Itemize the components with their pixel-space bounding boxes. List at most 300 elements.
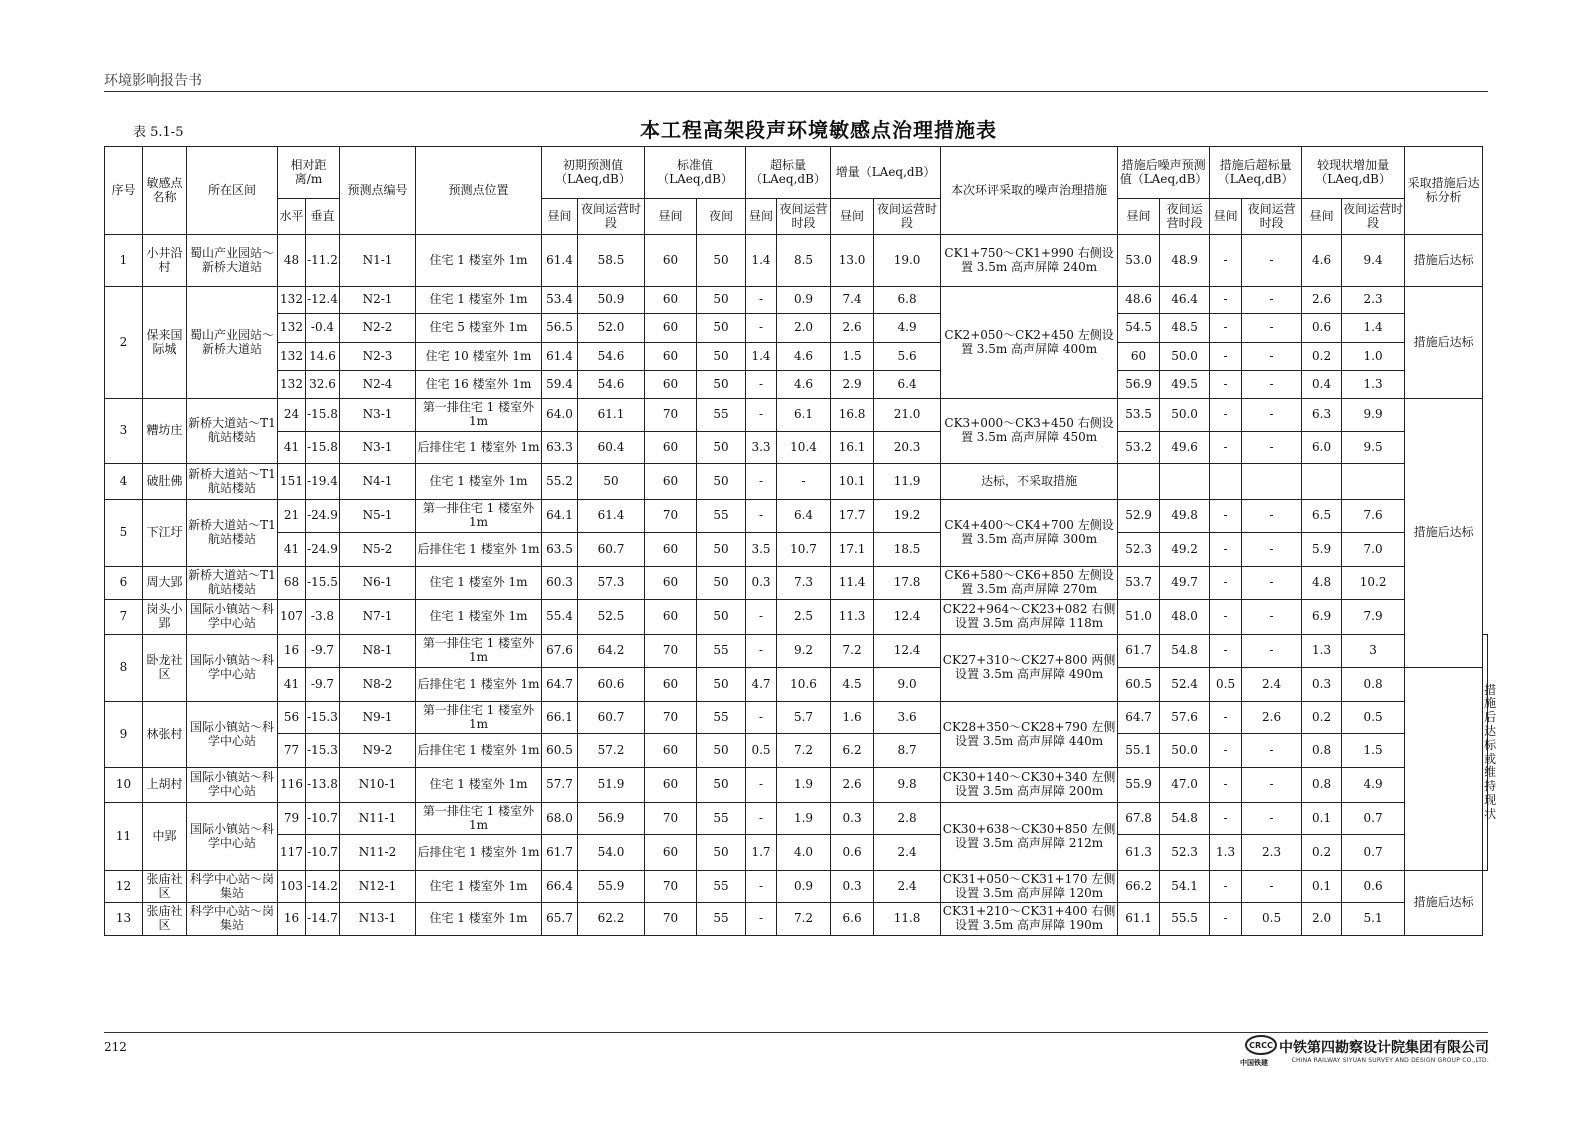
cell-vt: -3.8 <box>306 600 340 635</box>
table-row <box>105 635 1488 668</box>
table-row <box>105 432 1488 464</box>
col-exceed-night: 夜间运营时段 <box>777 199 831 235</box>
cell-exc-night: 2.5 <box>777 600 831 635</box>
cell-measures: CK31+050～CK31+170 左侧设置 3.5m 高声屏障 120m <box>941 871 1118 903</box>
cell-aexc-day: - <box>1210 702 1242 734</box>
cell-exc-night: 1.9 <box>777 803 831 835</box>
cell-after-day <box>1118 464 1160 500</box>
cell-after-night: 48.0 <box>1160 600 1210 635</box>
cell-exc-day: - <box>746 903 777 936</box>
cell-std-night: 50 <box>697 768 746 803</box>
cell-aexc-day: - <box>1210 768 1242 803</box>
cell-std-day: 70 <box>645 399 697 432</box>
cell-inc-night: 17.8 <box>874 567 941 600</box>
cell-after-day: 61.1 <box>1118 903 1160 936</box>
cell-hz: 41 <box>278 533 306 567</box>
cell-exc-night: 5.7 <box>777 702 831 734</box>
cell-aexc-day: 1.3 <box>1210 835 1242 871</box>
cell-after-day: 53.0 <box>1118 235 1160 287</box>
cell-pid: N5-1 <box>340 500 416 533</box>
cell-section: 科学中心站～岗集站 <box>187 903 278 936</box>
cell-aexc-day: - <box>1210 399 1242 432</box>
cell-std-night: 55 <box>697 399 746 432</box>
cell-analysis: 措施后达标 <box>1405 399 1483 668</box>
cell-aexc-night: - <box>1242 768 1302 803</box>
cell-aexc-night: 0.5 <box>1242 903 1302 936</box>
col-after-exceed: 措施后超标量（LAeq,dB） <box>1210 147 1302 199</box>
cell-inc-night: 2.4 <box>874 871 941 903</box>
cell-cur-day: 6.3 <box>1302 399 1342 432</box>
cell-after-day: 51.0 <box>1118 600 1160 635</box>
cell-ploc: 后排住宅 1 楼室外 1m <box>416 668 542 702</box>
cell-after-day: 56.9 <box>1118 371 1160 399</box>
cell-name: 岗头小郢 <box>143 600 187 635</box>
table-row <box>105 399 1488 432</box>
company-name-en: CHINA RAILWAY SIYUAN SURVEY AND DESIGN GROUP CO.,LTD. <box>1291 1057 1489 1064</box>
cell-init-day: 66.4 <box>542 871 578 903</box>
table-row <box>105 768 1488 803</box>
cell-section: 国际小镇站～科学中心站 <box>187 635 278 702</box>
col-measures: 本次环评采取的噪声治理措施 <box>941 147 1118 235</box>
cell-std-day: 60 <box>645 668 697 702</box>
cell-aexc-day: - <box>1210 371 1242 399</box>
cell-measures: CK30+638～CK30+850 左侧设置 3.5m 高声屏障 212m <box>941 803 1118 871</box>
cell-exc-night: 1.9 <box>777 768 831 803</box>
cell-after-night: 49.5 <box>1160 371 1210 399</box>
cell-inc-day: 11.4 <box>831 567 874 600</box>
cell-exc-day: - <box>746 600 777 635</box>
cell-measures: 达标，不采取措施 <box>941 464 1118 500</box>
cell-aexc-day: - <box>1210 871 1242 903</box>
cell-name: 中郢 <box>143 803 187 871</box>
cell-inc-night: 5.6 <box>874 343 941 371</box>
cell-init-day: 61.4 <box>542 343 578 371</box>
cell-inc-night: 9.8 <box>874 768 941 803</box>
cell-aexc-night: - <box>1242 803 1302 835</box>
cell-exc-night: 0.9 <box>777 871 831 903</box>
cell-name: 破肚佛 <box>143 464 187 500</box>
cell-exc-day: 3.5 <box>746 533 777 567</box>
cell-std-night: 55 <box>697 635 746 668</box>
cell-hz: 79 <box>278 803 306 835</box>
cell-pid: N10-1 <box>340 768 416 803</box>
cell-pid: N11-2 <box>340 835 416 871</box>
cell-name: 张庙社区 <box>143 871 187 903</box>
cell-name: 小井沿村 <box>143 235 187 287</box>
cell-exc-day: - <box>746 635 777 668</box>
table-row <box>105 903 1488 936</box>
cell-vt: -10.7 <box>306 803 340 835</box>
cell-std-day: 70 <box>645 702 697 734</box>
cell-init-night: 61.4 <box>578 500 645 533</box>
cell-aexc-day: - <box>1210 432 1242 464</box>
cell-std-day: 70 <box>645 803 697 835</box>
cell-inc-night: 20.3 <box>874 432 941 464</box>
cell-after-night: 49.7 <box>1160 567 1210 600</box>
cell-vt: -12.4 <box>306 287 340 314</box>
cell-std-day: 60 <box>645 768 697 803</box>
cell-ploc: 住宅 1 楼室外 1m <box>416 235 542 287</box>
cell-aexc-day: - <box>1210 903 1242 936</box>
cell-vt: -15.3 <box>306 702 340 734</box>
cell-after-night: 55.5 <box>1160 903 1210 936</box>
header-divider <box>104 91 1488 92</box>
cell-after-night: 57.6 <box>1160 702 1210 734</box>
cell-section: 新桥大道站～T1 航站楼站 <box>187 464 278 500</box>
cell-vt: 14.6 <box>306 343 340 371</box>
cell-after-day: 53.5 <box>1118 399 1160 432</box>
cell-std-day: 60 <box>645 600 697 635</box>
table-row <box>105 600 1488 635</box>
cell-after-day: 55.1 <box>1118 734 1160 768</box>
cell-init-night: 60.6 <box>578 668 645 702</box>
cell-exc-night: 4.0 <box>777 835 831 871</box>
cell-seq: 3 <box>105 399 143 464</box>
cell-cur-night: 4.9 <box>1342 768 1405 803</box>
cell-seq: 6 <box>105 567 143 600</box>
cell-inc-night: 4.9 <box>874 314 941 343</box>
cell-hz: 48 <box>278 235 306 287</box>
cell-inc-day: 2.6 <box>831 314 874 343</box>
cell-hz: 77 <box>278 734 306 768</box>
cell-init-day: 68.0 <box>542 803 578 835</box>
cell-ploc: 第一排住宅 1 楼室外 1m <box>416 702 542 734</box>
cell-name: 周大郢 <box>143 567 187 600</box>
cell-section: 蜀山产业园站～新桥大道站 <box>187 287 278 399</box>
cell-after-day: 48.6 <box>1118 287 1160 314</box>
cell-inc-day: 10.1 <box>831 464 874 500</box>
cell-inc-night: 6.8 <box>874 287 941 314</box>
cell-init-day: 67.6 <box>542 635 578 668</box>
cell-init-night: 61.1 <box>578 399 645 432</box>
cell-aexc-day: - <box>1210 600 1242 635</box>
cell-exc-night: 10.6 <box>777 668 831 702</box>
cell-pid: N8-1 <box>340 635 416 668</box>
col-name: 敏感点名称 <box>143 147 187 235</box>
cell-cur-night <box>1342 464 1405 500</box>
cell-init-day: 61.7 <box>542 835 578 871</box>
cell-init-day: 61.4 <box>542 235 578 287</box>
cell-vt: -9.7 <box>306 668 340 702</box>
cell-exc-day: 4.7 <box>746 668 777 702</box>
cell-exc-night: 0.9 <box>777 287 831 314</box>
cell-hz: 107 <box>278 600 306 635</box>
col-analysis: 采取措施后达标分析 <box>1405 147 1483 235</box>
cell-cur-night: 3 <box>1342 635 1405 668</box>
cell-aexc-day: 0.5 <box>1210 668 1242 702</box>
col-initial: 初期预测值（LAeq,dB） <box>542 147 645 199</box>
cell-aexc-night: - <box>1242 734 1302 768</box>
col-seq: 序号 <box>105 147 143 235</box>
cell-init-day: 60.5 <box>542 734 578 768</box>
cell-after-night: 50.0 <box>1160 399 1210 432</box>
cell-cur-day: 0.3 <box>1302 668 1342 702</box>
cell-cur-day: 0.6 <box>1302 314 1342 343</box>
cell-aexc-night: - <box>1242 432 1302 464</box>
cell-measures: CK3+000～CK3+450 右侧设置 3.5m 高声屏障 450m <box>941 399 1118 464</box>
cell-ploc: 住宅 1 楼室外 1m <box>416 871 542 903</box>
cell-std-day: 70 <box>645 871 697 903</box>
col-vs-current: 较现状增加量（LAeq,dB） <box>1302 147 1405 199</box>
cell-cur-night: 2.3 <box>1342 287 1405 314</box>
cell-hz: 41 <box>278 668 306 702</box>
col-vert: 垂直 <box>306 199 340 235</box>
col-exceed-day: 昼间 <box>746 199 777 235</box>
col-after-noise-night: 夜间运营时段 <box>1160 199 1210 235</box>
cell-after-day: 53.2 <box>1118 432 1160 464</box>
cell-exc-night: 10.7 <box>777 533 831 567</box>
cell-pid: N2-3 <box>340 343 416 371</box>
cell-std-day: 60 <box>645 567 697 600</box>
cell-exc-day: - <box>746 871 777 903</box>
cell-seq: 9 <box>105 702 143 768</box>
cell-inc-day: 11.3 <box>831 600 874 635</box>
cell-after-night <box>1160 464 1210 500</box>
cell-exc-day: - <box>746 464 777 500</box>
cell-inc-day: 2.9 <box>831 371 874 399</box>
cell-cur-night: 7.0 <box>1342 533 1405 567</box>
cell-after-night: 49.6 <box>1160 432 1210 464</box>
col-exceed: 超标量（LAeq,dB） <box>746 147 831 199</box>
cell-name: 张庙社区 <box>143 903 187 936</box>
cell-init-night: 54.6 <box>578 343 645 371</box>
cell-vt: -15.3 <box>306 734 340 768</box>
cell-cur-day: 6.0 <box>1302 432 1342 464</box>
table-row <box>105 567 1488 600</box>
cell-cur-night: 0.6 <box>1342 871 1405 903</box>
cell-cur-night: 1.5 <box>1342 734 1405 768</box>
cell-std-day: 60 <box>645 235 697 287</box>
cell-hz: 68 <box>278 567 306 600</box>
cell-aexc-night: - <box>1242 635 1302 668</box>
cell-inc-day: 17.1 <box>831 533 874 567</box>
col-increase-day: 昼间 <box>831 199 874 235</box>
col-after-noise-day: 昼间 <box>1118 199 1160 235</box>
cell-vt: -15.8 <box>306 432 340 464</box>
cell-init-night: 54.6 <box>578 371 645 399</box>
cell-inc-day: 4.5 <box>831 668 874 702</box>
cell-pid: N3-1 <box>340 432 416 464</box>
cell-aexc-night: - <box>1242 567 1302 600</box>
cell-std-night: 50 <box>697 464 746 500</box>
cell-exc-day: 1.7 <box>746 835 777 871</box>
cell-aexc-day <box>1210 464 1242 500</box>
cell-after-night: 52.4 <box>1160 668 1210 702</box>
cell-analysis: 措施后达标或维持现状 <box>1483 635 1488 871</box>
cell-seq: 8 <box>105 635 143 702</box>
cell-after-day: 60 <box>1118 343 1160 371</box>
cell-cur-day: 0.1 <box>1302 803 1342 835</box>
cell-vt: -9.7 <box>306 635 340 668</box>
cell-after-day: 54.5 <box>1118 314 1160 343</box>
cell-seq: 11 <box>105 803 143 871</box>
cell-name: 糟坊庄 <box>143 399 187 464</box>
cell-std-night: 50 <box>697 600 746 635</box>
col-standard-night: 夜间 <box>697 199 746 235</box>
cell-pid: N11-1 <box>340 803 416 835</box>
cell-init-night: 58.5 <box>578 235 645 287</box>
cell-hz: 56 <box>278 702 306 734</box>
cell-inc-day: 13.0 <box>831 235 874 287</box>
cell-pid: N13-1 <box>340 903 416 936</box>
cell-aexc-night: - <box>1242 343 1302 371</box>
cell-section: 国际小镇站～科学中心站 <box>187 702 278 768</box>
cell-exc-day: - <box>746 399 777 432</box>
cell-after-night: 54.8 <box>1160 803 1210 835</box>
cell-seq: 7 <box>105 600 143 635</box>
cell-cur-day: 6.9 <box>1302 600 1342 635</box>
cell-name: 卧龙社区 <box>143 635 187 702</box>
cell-cur-night: 10.2 <box>1342 567 1405 600</box>
cell-cur-day: 0.2 <box>1302 702 1342 734</box>
cell-ploc: 第一排住宅 1 楼室外 1m <box>416 635 542 668</box>
cell-after-day: 61.7 <box>1118 635 1160 668</box>
document-header: 环境影响报告书 <box>104 73 202 89</box>
cell-after-day: 60.5 <box>1118 668 1160 702</box>
cell-name: 下江圩 <box>143 500 187 567</box>
cell-cur-day: 0.8 <box>1302 734 1342 768</box>
cell-init-day: 66.1 <box>542 702 578 734</box>
cell-after-night: 48.9 <box>1160 235 1210 287</box>
cell-seq: 5 <box>105 500 143 567</box>
logo-subtitle: 中国铁建 <box>1240 1059 1268 1067</box>
cell-exc-day: 1.4 <box>746 235 777 287</box>
cell-vt: -14.7 <box>306 903 340 936</box>
cell-cur-night: 0.7 <box>1342 803 1405 835</box>
cell-hz: 132 <box>278 314 306 343</box>
cell-exc-day: 3.3 <box>746 432 777 464</box>
cell-init-day: 57.7 <box>542 768 578 803</box>
cell-init-night: 57.2 <box>578 734 645 768</box>
cell-exc-night: 7.2 <box>777 903 831 936</box>
cell-inc-night: 19.0 <box>874 235 941 287</box>
cell-name: 保来国际城 <box>143 287 187 399</box>
cell-std-day: 60 <box>645 314 697 343</box>
col-initial-night: 夜间运营时段 <box>578 199 645 235</box>
cell-inc-night: 21.0 <box>874 399 941 432</box>
cell-inc-night: 3.6 <box>874 702 941 734</box>
col-point-id: 预测点编号 <box>340 147 416 235</box>
cell-init-night: 56.9 <box>578 803 645 835</box>
cell-pid: N6-1 <box>340 567 416 600</box>
cell-std-day: 60 <box>645 343 697 371</box>
cell-section: 蜀山产业园站～新桥大道站 <box>187 235 278 287</box>
table-label: 表 5.1-5 <box>133 125 184 140</box>
cell-exc-night: 10.4 <box>777 432 831 464</box>
cell-inc-night: 9.0 <box>874 668 941 702</box>
cell-init-day: 63.3 <box>542 432 578 464</box>
cell-after-day: 64.7 <box>1118 702 1160 734</box>
cell-cur-night: 1.4 <box>1342 314 1405 343</box>
cell-init-day: 65.7 <box>542 903 578 936</box>
cell-init-night: 60.7 <box>578 702 645 734</box>
cell-measures: CK22+964～CK23+082 右侧设置 3.5m 高声屏障 118m <box>941 600 1118 635</box>
cell-vt: -15.5 <box>306 567 340 600</box>
cell-init-day: 53.4 <box>542 287 578 314</box>
cell-std-day: 60 <box>645 835 697 871</box>
cell-exc-day: - <box>746 768 777 803</box>
cell-seq: 2 <box>105 287 143 399</box>
cell-ploc: 住宅 1 楼室外 1m <box>416 464 542 500</box>
cell-init-night: 64.2 <box>578 635 645 668</box>
table-row <box>105 371 1488 399</box>
col-initial-day: 昼间 <box>542 199 578 235</box>
cell-hz: 117 <box>278 835 306 871</box>
cell-seq: 4 <box>105 464 143 500</box>
cell-seq: 1 <box>105 235 143 287</box>
table-row <box>105 668 1488 702</box>
cell-after-night: 54.1 <box>1160 871 1210 903</box>
table-row <box>105 835 1488 871</box>
cell-measures: CK2+050～CK2+450 左侧设置 3.5m 高声屏障 400m <box>941 287 1118 399</box>
cell-after-day: 61.3 <box>1118 835 1160 871</box>
cell-aexc-day: - <box>1210 343 1242 371</box>
cell-aexc-day: - <box>1210 734 1242 768</box>
col-increase-night: 夜间运营时段 <box>874 199 941 235</box>
cell-analysis: 措施后达标 <box>1405 235 1483 287</box>
cell-exc-night: 8.5 <box>777 235 831 287</box>
cell-pid: N4-1 <box>340 464 416 500</box>
cell-std-day: 70 <box>645 903 697 936</box>
cell-cur-night: 7.9 <box>1342 600 1405 635</box>
cell-hz: 16 <box>278 635 306 668</box>
cell-after-night: 50.0 <box>1160 343 1210 371</box>
cell-init-day: 60.3 <box>542 567 578 600</box>
cell-init-night: 52.0 <box>578 314 645 343</box>
cell-measures: CK27+310～CK27+800 两侧设置 3.5m 高声屏障 490m <box>941 635 1118 702</box>
table-row <box>105 287 1488 314</box>
cell-std-night: 50 <box>697 668 746 702</box>
footer-divider <box>104 1032 1488 1033</box>
cell-analysis: 措施后达标 <box>1405 871 1483 936</box>
cell-aexc-night: - <box>1242 871 1302 903</box>
cell-hz: 132 <box>278 371 306 399</box>
cell-std-day: 60 <box>645 464 697 500</box>
cell-pid: N9-2 <box>340 734 416 768</box>
cell-std-day: 60 <box>645 533 697 567</box>
table-row <box>105 235 1488 287</box>
cell-std-night: 50 <box>697 432 746 464</box>
cell-inc-day: 1.6 <box>831 702 874 734</box>
cell-cur-day: 5.9 <box>1302 533 1342 567</box>
cell-cur-day <box>1302 464 1342 500</box>
cell-aexc-night: 2.4 <box>1242 668 1302 702</box>
cell-measures: CK28+350～CK28+790 左侧设置 3.5m 高声屏障 440m <box>941 702 1118 768</box>
cell-ploc: 住宅 16 楼室外 1m <box>416 371 542 399</box>
cell-section: 科学中心站～岗集站 <box>187 871 278 903</box>
cell-exc-night: - <box>777 464 831 500</box>
cell-inc-day: 16.1 <box>831 432 874 464</box>
cell-cur-night: 1.3 <box>1342 371 1405 399</box>
cell-aexc-night: - <box>1242 314 1302 343</box>
cell-std-day: 60 <box>645 432 697 464</box>
cell-aexc-night: 2.3 <box>1242 835 1302 871</box>
cell-exc-day: - <box>746 803 777 835</box>
cell-init-day: 55.4 <box>542 600 578 635</box>
cell-aexc-day: - <box>1210 287 1242 314</box>
cell-pid: N2-1 <box>340 287 416 314</box>
col-section: 所在区间 <box>187 147 278 235</box>
cell-inc-day: 2.6 <box>831 768 874 803</box>
cell-exc-night: 7.3 <box>777 567 831 600</box>
cell-init-night: 50.9 <box>578 287 645 314</box>
cell-ploc: 住宅 1 楼室外 1m <box>416 903 542 936</box>
cell-hz: 132 <box>278 343 306 371</box>
cell-pid: N12-1 <box>340 871 416 903</box>
cell-vt: -15.8 <box>306 399 340 432</box>
cell-inc-day: 0.3 <box>831 871 874 903</box>
col-horiz: 水平 <box>278 199 306 235</box>
